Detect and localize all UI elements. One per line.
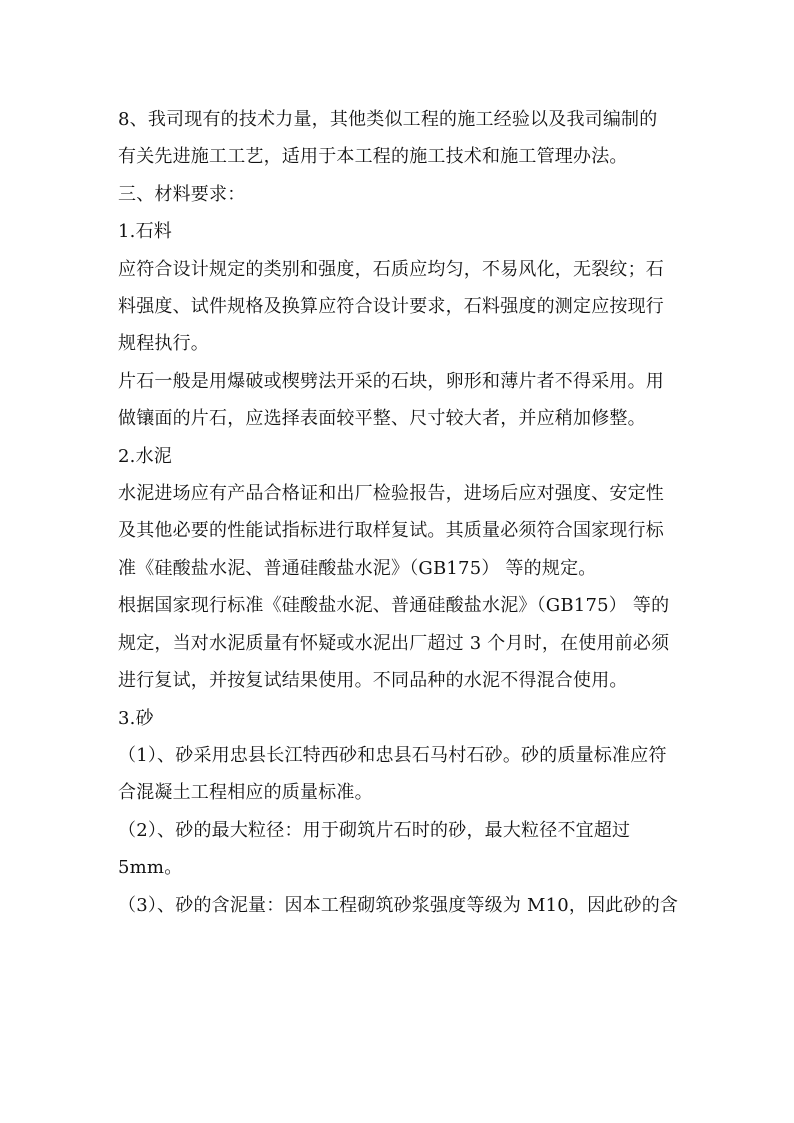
- document-body: [118, 101, 678, 924]
- subheading-stone: [118, 213, 678, 250]
- text-line: 及其他必要的性能试指标进行取样复试。其质量必须符合国家现行标: [118, 520, 664, 542]
- text-line: 8、我司现有的技术力量，其他类似工程的施工经验以及我司编制的: [118, 109, 658, 130]
- text-line: （3）、砂的含泥量：因本工程砌筑砂浆强度等级为 M10，因此砂的含: [118, 894, 679, 916]
- text-line: 应符合设计规定的类别和强度，石质应均匀，不易风化，无裂纹；石: [118, 258, 664, 280]
- text-line: 有关先进施工工艺，适用于本工程的施工技术和施工管理办法。: [118, 146, 628, 168]
- text-line: 5mm。: [118, 857, 183, 879]
- text-line: 合混凝土工程相应的质量标准。: [118, 782, 373, 804]
- text-line: 片石一般是用爆破或楔劈法开采的石块，卵形和薄片者不得采用。用: [118, 370, 664, 392]
- paragraph-sand-source: [118, 737, 678, 812]
- paragraph-cement-inspection: [118, 475, 678, 587]
- text-line: 规定，当对水泥质量有怀疑或水泥出厂超过 3 个月时，在使用前必须: [118, 632, 670, 654]
- text-line: 水泥进场应有产品合格证和出厂检验报告，进场后应对强度、安定性: [118, 483, 664, 505]
- paragraph-sand-clay-content: [118, 887, 678, 924]
- paragraph-rubble-stone: [118, 363, 678, 438]
- paragraph-stone-requirements: [118, 251, 678, 363]
- subheading-text: 2.水泥: [118, 445, 172, 467]
- section-heading-material-requirements: [118, 176, 678, 213]
- subheading-sand: [118, 700, 678, 737]
- paragraph-sand-max-size: [118, 812, 678, 887]
- subheading-text: 1.石料: [118, 221, 172, 243]
- text-line: （1）、砂采用忠县长江特西砂和忠县石马村石砂。砂的质量标准应符: [118, 744, 667, 766]
- text-line: 做镶面的片石，应选择表面较平整、尺寸较大者，并应稍加修整。: [118, 408, 646, 430]
- paragraph-cement-retest: [118, 587, 678, 699]
- section-heading-text: 三、材料要求：: [118, 183, 246, 205]
- text-line: 规程执行。: [118, 333, 209, 355]
- subheading-text: 3.砂: [118, 707, 154, 729]
- text-line: 准《硅酸盐水泥、普通硅酸盐水泥》（GB175） 等的规定。: [118, 557, 597, 579]
- paragraph-technical-basis: [118, 101, 678, 176]
- text-line: 根据国家现行标准《硅酸盐水泥、普通硅酸盐水泥》（GB175） 等的: [118, 595, 670, 617]
- text-line: 进行复试，并按复试结果使用。不同品种的水泥不得混合使用。: [118, 670, 628, 692]
- text-line: （2）、砂的最大粒径：用于砌筑片石时的砂，最大粒径不宜超过: [118, 819, 631, 841]
- text-line: 料强度、试件规格及换算应符合设计要求，石料强度的测定应按现行: [118, 296, 664, 318]
- subheading-cement: [118, 438, 678, 475]
